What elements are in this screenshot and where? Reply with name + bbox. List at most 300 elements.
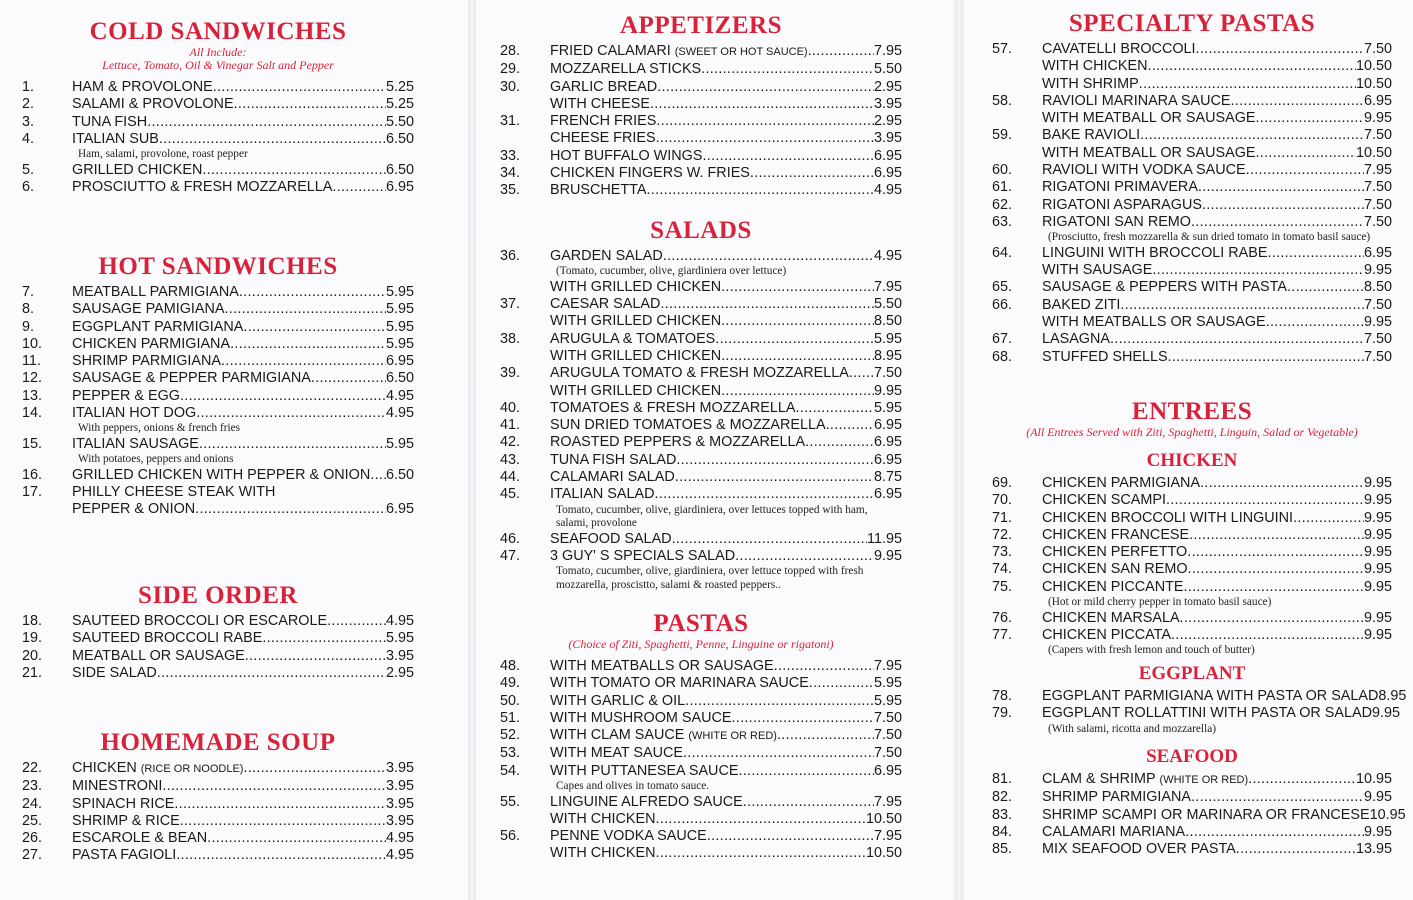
dot-leader bbox=[660, 296, 874, 313]
dot-leader bbox=[1287, 279, 1364, 296]
dot-leader bbox=[675, 469, 874, 486]
item-price: 6.95 bbox=[385, 353, 414, 370]
dot-leader bbox=[1191, 789, 1364, 806]
item-number: 63. bbox=[992, 213, 1013, 230]
dot-leader bbox=[1140, 127, 1364, 144]
menu-item bbox=[992, 145, 1392, 162]
item-name: PEPPER & EGG bbox=[72, 387, 180, 404]
menu-item bbox=[22, 336, 414, 353]
item-price: 7.95 bbox=[1363, 162, 1392, 179]
item-price: 9.95 bbox=[1363, 578, 1392, 595]
menu-section bbox=[992, 450, 1392, 658]
item-name: WITH CHICKEN bbox=[550, 845, 656, 862]
item-name: ITALIAN SALAD bbox=[550, 486, 655, 503]
dot-leader bbox=[1267, 245, 1364, 262]
section-title: HOMEMADE SOUP bbox=[100, 729, 336, 756]
item-number: 60. bbox=[992, 162, 1013, 179]
item-number: 67. bbox=[992, 331, 1013, 348]
dot-leader bbox=[721, 383, 874, 400]
menu-item bbox=[992, 245, 1392, 262]
menu-item bbox=[22, 370, 414, 387]
item-price: 7.95 bbox=[873, 828, 902, 845]
item-name: ROASTED PEPPERS & MOZZARELLA bbox=[550, 434, 806, 451]
item-price: 9.95 bbox=[1363, 313, 1392, 330]
menu-item bbox=[22, 630, 414, 647]
menu-section bbox=[22, 17, 414, 196]
menu-item bbox=[992, 610, 1392, 627]
item-number: 16. bbox=[22, 466, 43, 483]
spacer bbox=[500, 651, 902, 658]
dot-leader bbox=[1256, 145, 1356, 162]
item-name: FRENCH FRIES bbox=[550, 113, 657, 130]
section-subtitle: EGGPLANT bbox=[1138, 663, 1246, 684]
item-description: Capes and olives in tomato sauce. bbox=[556, 780, 710, 793]
item-price: 6.95 bbox=[873, 417, 902, 434]
menu-item bbox=[992, 688, 1407, 705]
item-price: 6.95 bbox=[1363, 244, 1392, 261]
dot-leader bbox=[743, 794, 874, 811]
item-name: MIX SEAFOOD OVER PASTA bbox=[1042, 841, 1236, 858]
dot-leader bbox=[1189, 527, 1364, 544]
menu-item bbox=[992, 179, 1392, 196]
item-price: 5.95 bbox=[385, 435, 414, 452]
item-name: LINGUINE ALFREDO SAUCE bbox=[550, 793, 743, 810]
panel-fold bbox=[955, 0, 963, 900]
item-name: TUNA FISH bbox=[72, 113, 148, 130]
item-price: 10.50 bbox=[1355, 144, 1392, 161]
section-note: (Choice of Ziti, Spaghetti, Penne, Linguine or rigatoni) bbox=[568, 637, 834, 651]
item-price: 3.95 bbox=[385, 812, 414, 829]
item-price: 5.95 bbox=[873, 675, 902, 692]
item-number: 38. bbox=[500, 330, 521, 347]
item-name: HOT BUFFALO WINGS bbox=[550, 147, 703, 164]
item-price: 5.25 bbox=[385, 79, 414, 95]
item-name: SHRIMP & RICE bbox=[72, 812, 180, 829]
item-name: MINESTRONI bbox=[72, 778, 163, 795]
menu-item bbox=[22, 353, 414, 370]
item-number: 49. bbox=[500, 675, 521, 692]
item-price: 4.95 bbox=[873, 248, 902, 264]
dot-leader bbox=[1187, 544, 1364, 561]
item-price: 7.50 bbox=[873, 365, 902, 382]
dot-leader bbox=[774, 658, 874, 675]
dot-leader bbox=[174, 796, 386, 813]
menu-section bbox=[992, 663, 1407, 736]
dot-leader bbox=[207, 830, 386, 847]
dot-leader bbox=[1202, 197, 1364, 214]
item-number: 28. bbox=[500, 43, 521, 59]
menu-item bbox=[500, 845, 902, 862]
item-name: WITH GRILLED CHICKEN bbox=[550, 347, 722, 364]
dot-leader bbox=[1293, 510, 1364, 527]
item-price: 4.95 bbox=[385, 830, 414, 847]
menu-item bbox=[992, 331, 1392, 348]
menu-item bbox=[22, 648, 414, 665]
item-price: 2.95 bbox=[873, 113, 902, 130]
dot-leader bbox=[147, 114, 386, 131]
section-subtitle: SEAFOOD bbox=[1146, 746, 1238, 767]
item-name: EGGPLANT PARMIGIANA bbox=[72, 318, 244, 335]
item-name: BAKE RAVIOLI bbox=[1042, 127, 1141, 144]
item-name: CHICKEN PARMIGIANA bbox=[1042, 475, 1201, 491]
menu-item bbox=[992, 824, 1392, 841]
item-name: WITH PUTTANESEA SAUCE bbox=[550, 762, 739, 779]
item-name: WITH MEATBALLS OR SAUSAGE bbox=[550, 658, 774, 674]
item-name: EGGPLANT ROLLATTINI WITH PASTA OR SALAD bbox=[1042, 705, 1372, 722]
menu-item bbox=[992, 127, 1392, 144]
item-price: 11.95 bbox=[867, 530, 902, 547]
menu-item bbox=[992, 579, 1392, 596]
item-name: WITH TOMATO OR MARINARA SAUCE bbox=[550, 675, 809, 692]
item-name: WITH MEATBALLS OR SAUSAGE bbox=[1042, 313, 1266, 330]
item-name: SPINACH RICE bbox=[72, 795, 175, 812]
item-name: WITH MEAT SAUCE bbox=[550, 745, 683, 762]
item-name: CHICKEN FINGERS W. FRIES bbox=[550, 165, 750, 182]
section-title: APPETIZERS bbox=[620, 12, 782, 39]
dot-leader bbox=[656, 113, 874, 130]
dot-leader bbox=[805, 434, 874, 451]
item-price: 9.95 bbox=[1363, 609, 1392, 626]
menu-item bbox=[992, 527, 1392, 544]
dot-leader bbox=[230, 336, 386, 353]
dot-leader bbox=[224, 301, 386, 318]
item-name: FRIED CALAMARI bbox=[550, 43, 671, 59]
dot-leader bbox=[1185, 824, 1364, 841]
menu-item bbox=[992, 297, 1392, 314]
item-name: ITALIAN HOT DOG bbox=[72, 405, 197, 422]
menu-item bbox=[500, 248, 902, 265]
dot-leader bbox=[646, 182, 874, 199]
item-name: BAKED ZITI bbox=[1042, 296, 1121, 313]
item-number: 71. bbox=[992, 509, 1013, 526]
menu-item bbox=[22, 501, 414, 518]
menu-item bbox=[500, 828, 902, 845]
menu-item bbox=[992, 314, 1392, 331]
item-number: 53. bbox=[500, 745, 521, 762]
dot-leader bbox=[777, 727, 874, 744]
dot-leader bbox=[1198, 179, 1364, 196]
item-price: 3.95 bbox=[385, 778, 414, 795]
section-title: ENTREES bbox=[1131, 398, 1253, 425]
menu-item bbox=[992, 627, 1392, 644]
item-number: 47. bbox=[500, 547, 521, 564]
item-name: CHICKEN BROCCOLI WITH LINGUINI bbox=[1042, 509, 1294, 526]
item-price: 3.95 bbox=[385, 647, 414, 664]
item-price: 6.50 bbox=[385, 161, 414, 178]
item-price: 4.95 bbox=[873, 182, 902, 199]
item-name: ITALIAN SAUSAGE bbox=[72, 435, 199, 452]
item-price: 9.95 bbox=[873, 547, 902, 564]
menu-section bbox=[500, 216, 902, 592]
menu-section bbox=[22, 252, 414, 519]
menu-section bbox=[500, 609, 902, 863]
item-number: 43. bbox=[500, 451, 521, 468]
item-price: 5.50 bbox=[873, 61, 902, 78]
item-price: 9.95 bbox=[1363, 544, 1392, 561]
item-number: 24. bbox=[22, 795, 43, 812]
item-price: 6.95 bbox=[873, 147, 902, 164]
item-price: 3.95 bbox=[873, 130, 902, 147]
menu-item bbox=[500, 745, 902, 762]
menu-item bbox=[500, 675, 902, 692]
item-price: 7.50 bbox=[1363, 196, 1392, 213]
menu-item bbox=[992, 162, 1392, 179]
item-price: 5.95 bbox=[385, 630, 414, 647]
item-price: 4.95 bbox=[385, 387, 414, 404]
item-number: 72. bbox=[992, 526, 1013, 543]
item-price: 7.50 bbox=[1363, 296, 1392, 313]
item-name: WITH CHICKEN bbox=[1042, 58, 1148, 75]
item-description: (Hot or mild cherry pepper in tomato basil sauce) bbox=[1048, 596, 1272, 609]
menu-item bbox=[22, 179, 414, 196]
item-number: 81. bbox=[992, 771, 1013, 787]
menu-item bbox=[500, 452, 902, 469]
menu-item bbox=[500, 279, 902, 296]
menu-item bbox=[22, 284, 414, 301]
dot-leader bbox=[676, 452, 874, 469]
item-number: 57. bbox=[992, 41, 1013, 57]
item-description: With peppers, onions & french fries bbox=[78, 422, 241, 435]
item-name: PEPPER & ONION bbox=[72, 501, 196, 518]
menu-item bbox=[500, 331, 902, 348]
item-price: 9.95 bbox=[1363, 626, 1392, 643]
item-number: 46. bbox=[500, 530, 521, 547]
item-price: 10.50 bbox=[1355, 58, 1392, 75]
item-name: RIGATONI SAN REMO bbox=[1042, 213, 1191, 230]
item-number: 36. bbox=[500, 248, 521, 264]
item-name: CLAM & SHRIMP bbox=[1042, 771, 1156, 787]
item-price: 8.50 bbox=[1363, 279, 1392, 296]
item-price: 7.50 bbox=[873, 709, 902, 726]
item-number: 12. bbox=[22, 370, 43, 387]
item-name: CAESAR SALAD bbox=[550, 296, 661, 313]
menu-item bbox=[992, 561, 1392, 578]
dot-leader bbox=[663, 248, 874, 265]
menu-item bbox=[500, 182, 902, 199]
item-number: 64. bbox=[992, 244, 1013, 261]
item-name: WITH CLAM SAUCE bbox=[550, 727, 685, 744]
item-number: 22. bbox=[22, 760, 43, 776]
item-number: 34. bbox=[500, 165, 521, 182]
menu-item bbox=[992, 806, 1406, 824]
item-name: CHICKEN SAN REMO bbox=[1042, 561, 1188, 578]
item-name: RAVIOLI WITH VODKA SAUCE bbox=[1042, 162, 1246, 179]
item-number: 29. bbox=[500, 61, 521, 78]
menu-item bbox=[500, 43, 902, 61]
item-name: MEATBALL OR SAUSAGE bbox=[72, 647, 245, 664]
item-name: EGGPLANT PARMIGIANA WITH PASTA OR SALAD bbox=[1042, 688, 1379, 704]
menu-section bbox=[22, 728, 414, 865]
item-price: 9.95 bbox=[1363, 110, 1392, 127]
dot-leader bbox=[311, 370, 386, 387]
dot-leader bbox=[1148, 58, 1356, 75]
menu-item bbox=[22, 813, 414, 830]
item-name: CAVATELLI BROCCOLI bbox=[1042, 41, 1196, 57]
dot-leader bbox=[213, 79, 386, 96]
item-price: 10.50 bbox=[1355, 75, 1392, 92]
item-number: 33. bbox=[500, 147, 521, 164]
item-number: 77. bbox=[992, 626, 1013, 643]
menu-item bbox=[22, 131, 414, 148]
item-name: CALAMARI SALAD bbox=[550, 469, 675, 486]
menu-item bbox=[992, 262, 1392, 279]
item-option: (RICE OR NOODLE) bbox=[140, 763, 244, 775]
menu-item bbox=[22, 778, 414, 795]
item-name: LASAGNA bbox=[1042, 331, 1110, 348]
dot-leader bbox=[243, 760, 386, 777]
item-price: 7.95 bbox=[873, 658, 902, 674]
item-price: 6.95 bbox=[873, 451, 902, 468]
dot-leader bbox=[735, 548, 874, 565]
item-name: SIDE SALAD bbox=[72, 664, 157, 681]
item-name: LINGUINI WITH BROCCOLI RABE bbox=[1042, 244, 1268, 261]
item-name: CHICKEN FRANCESE bbox=[1042, 526, 1190, 543]
item-name: WITH GARLIC & OIL bbox=[550, 692, 686, 709]
menu-item bbox=[500, 693, 902, 710]
item-price: 7.50 bbox=[1363, 127, 1392, 144]
item-name: SUN DRIED TOMATOES & MOZZARELLA bbox=[550, 417, 826, 434]
item-number: 11. bbox=[22, 353, 41, 370]
item-description: With potatoes, peppers and onions bbox=[78, 453, 234, 466]
section-title: SIDE ORDER bbox=[138, 582, 298, 609]
section-note: All Include: bbox=[189, 45, 247, 59]
menu-section bbox=[992, 397, 1392, 439]
dot-leader bbox=[1246, 162, 1364, 179]
item-price: 2.95 bbox=[385, 664, 414, 681]
item-number: 78. bbox=[992, 688, 1013, 704]
menu-item bbox=[500, 658, 902, 675]
item-price: 9.95 bbox=[1363, 789, 1392, 806]
dot-leader bbox=[809, 675, 874, 692]
item-price: 10.50 bbox=[865, 845, 902, 862]
dot-leader bbox=[245, 648, 386, 665]
item-option: (SWEET OR HOT SAUCE) bbox=[674, 46, 808, 58]
menu-item bbox=[992, 492, 1392, 509]
item-price: 7.95 bbox=[873, 793, 902, 810]
item-name: SAUSAGE & PEPPERS WITH PASTA bbox=[1042, 279, 1287, 296]
menu-section bbox=[992, 9, 1392, 366]
item-price: 4.95 bbox=[385, 613, 414, 629]
item-price: 6.95 bbox=[385, 501, 414, 518]
dot-leader bbox=[243, 319, 386, 336]
item-name: SAUTEED BROCCOLI RABE bbox=[72, 630, 263, 647]
item-name: TUNA FISH SALAD bbox=[550, 451, 677, 468]
menu-item bbox=[500, 417, 902, 434]
menu-item bbox=[992, 214, 1392, 231]
dot-leader bbox=[685, 693, 874, 710]
menu-item bbox=[500, 313, 902, 330]
item-description: Ham, salami, provolone, roast pepper bbox=[78, 148, 248, 161]
item-number: 3. bbox=[22, 113, 35, 130]
item-number: 66. bbox=[992, 296, 1013, 313]
item-price: 8.95 bbox=[873, 347, 902, 364]
spacer bbox=[22, 72, 414, 79]
menu-item bbox=[500, 96, 902, 113]
item-name: WITH SAUSAGE bbox=[1042, 262, 1153, 279]
menu-item bbox=[22, 760, 414, 778]
item-description: Tomato, cucumber, olive, giardiniera, over lettuces topped with ham, salami, provolone bbox=[556, 503, 868, 530]
item-price: 9.95 bbox=[1371, 705, 1400, 722]
item-name: SHRIMP SCAMPI OR MARINARA OR FRANCESE bbox=[1042, 806, 1370, 823]
menu-item bbox=[500, 79, 902, 96]
item-price: 6.95 bbox=[873, 434, 902, 451]
item-name: CHICKEN bbox=[72, 760, 137, 776]
section-title: SPECIALTY PASTAS bbox=[1068, 10, 1316, 37]
dot-leader bbox=[721, 313, 874, 330]
item-number: 13. bbox=[22, 387, 43, 404]
item-price: 7.50 bbox=[1363, 179, 1392, 196]
menu-item bbox=[500, 383, 902, 400]
menu-item bbox=[22, 484, 414, 501]
dot-leader bbox=[157, 665, 386, 682]
dot-leader bbox=[159, 131, 386, 148]
dot-leader bbox=[1196, 41, 1364, 58]
item-price: 5.95 bbox=[873, 330, 902, 347]
item-name: MOZZARELLA STICKS bbox=[550, 61, 702, 78]
dot-leader bbox=[195, 501, 386, 518]
item-name: TOMATOES & FRESH MOZZARELLA bbox=[550, 399, 796, 416]
item-name: RIGATONI ASPARAGUS bbox=[1042, 196, 1202, 213]
item-name: GRILLED CHICKEN WITH PEPPER & ONION bbox=[72, 466, 371, 483]
dot-leader bbox=[721, 348, 874, 365]
item-name: CHICKEN SCAMPI bbox=[1042, 492, 1166, 509]
item-price: 7.95 bbox=[873, 278, 902, 295]
item-price: 5.50 bbox=[385, 113, 414, 130]
item-number: 15. bbox=[22, 435, 43, 452]
item-number: 79. bbox=[992, 705, 1013, 722]
item-number: 17. bbox=[22, 483, 43, 500]
menu-item bbox=[992, 841, 1392, 858]
item-price: 3.95 bbox=[385, 795, 414, 812]
dot-leader bbox=[808, 43, 874, 60]
section-title: HOT SANDWICHES bbox=[98, 253, 338, 280]
dot-leader bbox=[202, 162, 386, 179]
item-price: 7.50 bbox=[1363, 41, 1392, 57]
menu-item bbox=[992, 771, 1392, 789]
item-name: RIGATONI PRIMAVERA bbox=[1042, 179, 1198, 196]
section-subtitle: CHICKEN bbox=[1146, 450, 1238, 471]
menu-item bbox=[500, 400, 902, 417]
item-price: 9.95 bbox=[1363, 475, 1392, 491]
dot-leader bbox=[234, 96, 386, 113]
dot-leader bbox=[795, 400, 874, 417]
item-price: 4.95 bbox=[385, 847, 414, 864]
item-number: 18. bbox=[22, 613, 43, 629]
item-name: CHICKEN PARMIGIANA bbox=[72, 335, 231, 352]
dot-leader bbox=[731, 710, 874, 727]
item-price: 9.95 bbox=[1363, 509, 1392, 526]
item-number: 23. bbox=[22, 778, 43, 795]
dot-leader bbox=[196, 405, 386, 422]
item-name: SAUSAGE & PEPPER PARMIGIANA bbox=[72, 370, 311, 387]
menu-item bbox=[500, 148, 902, 165]
menu-item bbox=[500, 531, 902, 548]
item-price: 7.50 bbox=[1363, 348, 1392, 365]
item-price: 8.75 bbox=[873, 469, 902, 486]
item-number: 26. bbox=[22, 830, 43, 847]
menu-item bbox=[22, 162, 414, 179]
item-number: 48. bbox=[500, 658, 521, 674]
item-number: 10. bbox=[22, 335, 43, 352]
dot-leader bbox=[656, 811, 866, 828]
item-name: HAM & PROVOLONE bbox=[72, 79, 213, 95]
menu-item bbox=[22, 436, 414, 453]
menu-item bbox=[500, 469, 902, 486]
item-number: 25. bbox=[22, 812, 43, 829]
item-number: 20. bbox=[22, 647, 43, 664]
item-name: PASTA FAGIOLI bbox=[72, 847, 177, 864]
menu-item bbox=[500, 434, 902, 451]
